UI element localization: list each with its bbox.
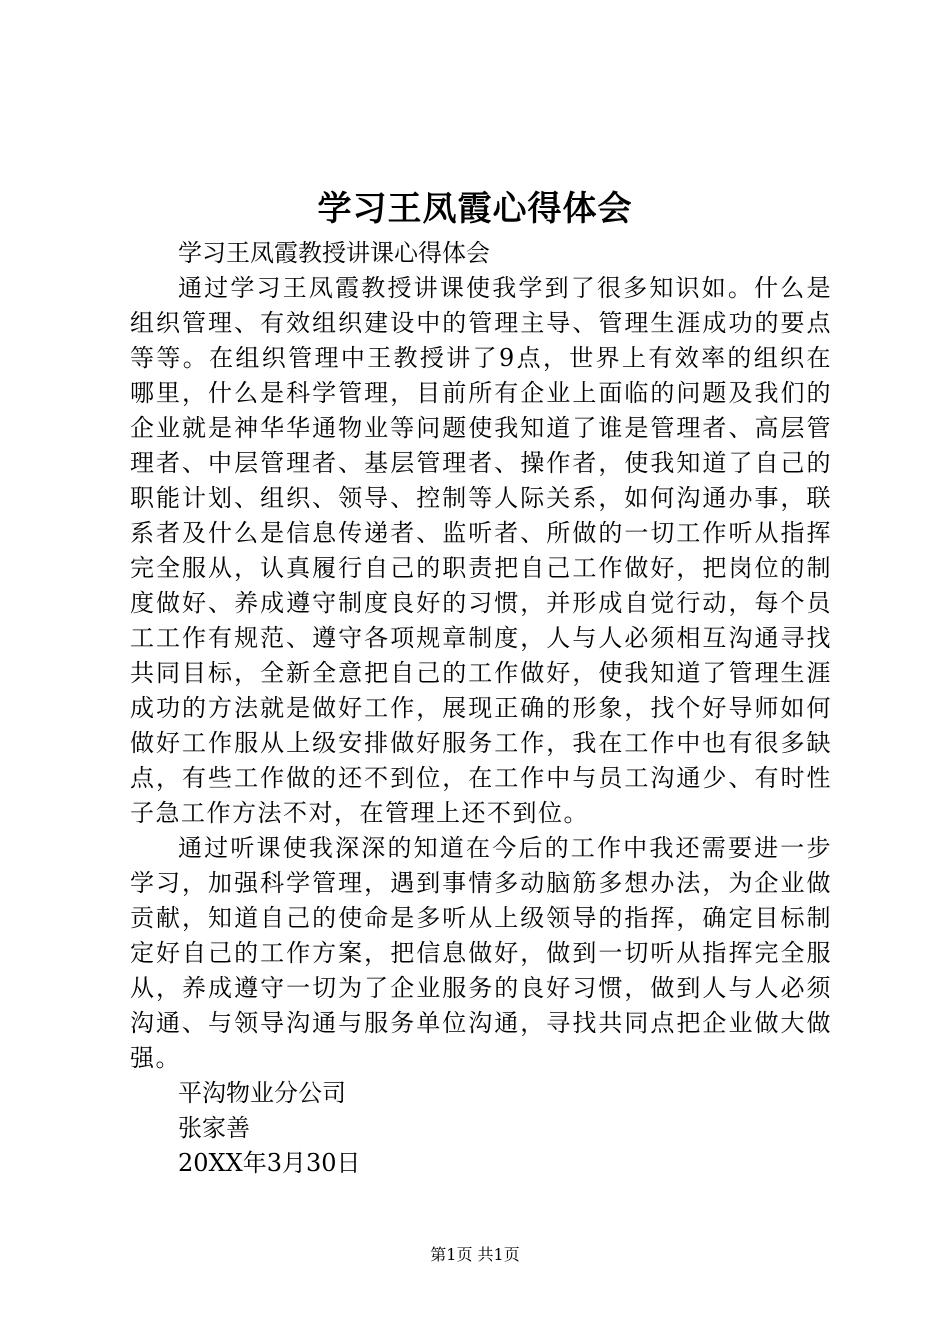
page-footer: 第1页 共1页 [430, 1245, 520, 1264]
signature-organization: 平沟物业分公司 [178, 1079, 346, 1107]
body-paragraph-2: 通过听课使我深深的知道在今后的工作中我还需要进一步学习，加强科学管理，遇到事情多动脑筋多想办法，为企业做贡献，知道自己的使命是多听从上级领导的指挥，确定目标制定好自己的工作方案，把信息做好，做到一切听从指挥完全服从，养成遵守一切为了企业服务的良好习惯，做到人与人必须沟通、与领导沟通与服务单位沟通，寻找共同点把企业做大做强。 [130, 834, 832, 1072]
document-subtitle: 学习王凤霞教授讲课心得体会 [178, 239, 490, 267]
document-body [130, 236, 832, 1181]
signature-author: 张家善 [178, 1114, 250, 1142]
document-title: 学习王凤霞心得体会 [317, 189, 633, 229]
signature-date: 20XX年3月30日 [178, 1149, 361, 1177]
body-paragraph-1: 通过学习王凤霞教授讲课使我学到了很多知识如。什么是组织管理、有效组织建设中的管理主导、管理生涯成功的要点等等。在组织管理中王教授讲了9点，世界上有效率的组织在哪里，什么是科学管理，目前所有企业上面临的问题及我们的企业就是神华华通物业等问题使我知道了谁是管理者、高层管理者、中层管理者、基层管理者、操作者，使我知道了自己的职能计划、组织、领导、控制等人际关系，如何沟通办事，联系者及什么是信息传递者、监听者、所做的一切工作听从指挥完全服从，认真履行自己的职责把自己工作做好，把岗位的制度做好、养成遵守制度良好的习惯，并形成自觉行动，每个员工工作有规范、遵守各项规章制度，人与人必须相互沟通寻找共同目标，全新全意把自己的工作做好，使我知道了管理生涯成功的方法就是做好工作，展现正确的形象，找个好导师如何做好工作服从上级安排做好服务工作，我在工作中也有很多缺点，有些工作做的还不到位，在工作中与员工沟通少、有时性子急工作方法不对，在管理上还不到位。 [130, 274, 832, 827]
